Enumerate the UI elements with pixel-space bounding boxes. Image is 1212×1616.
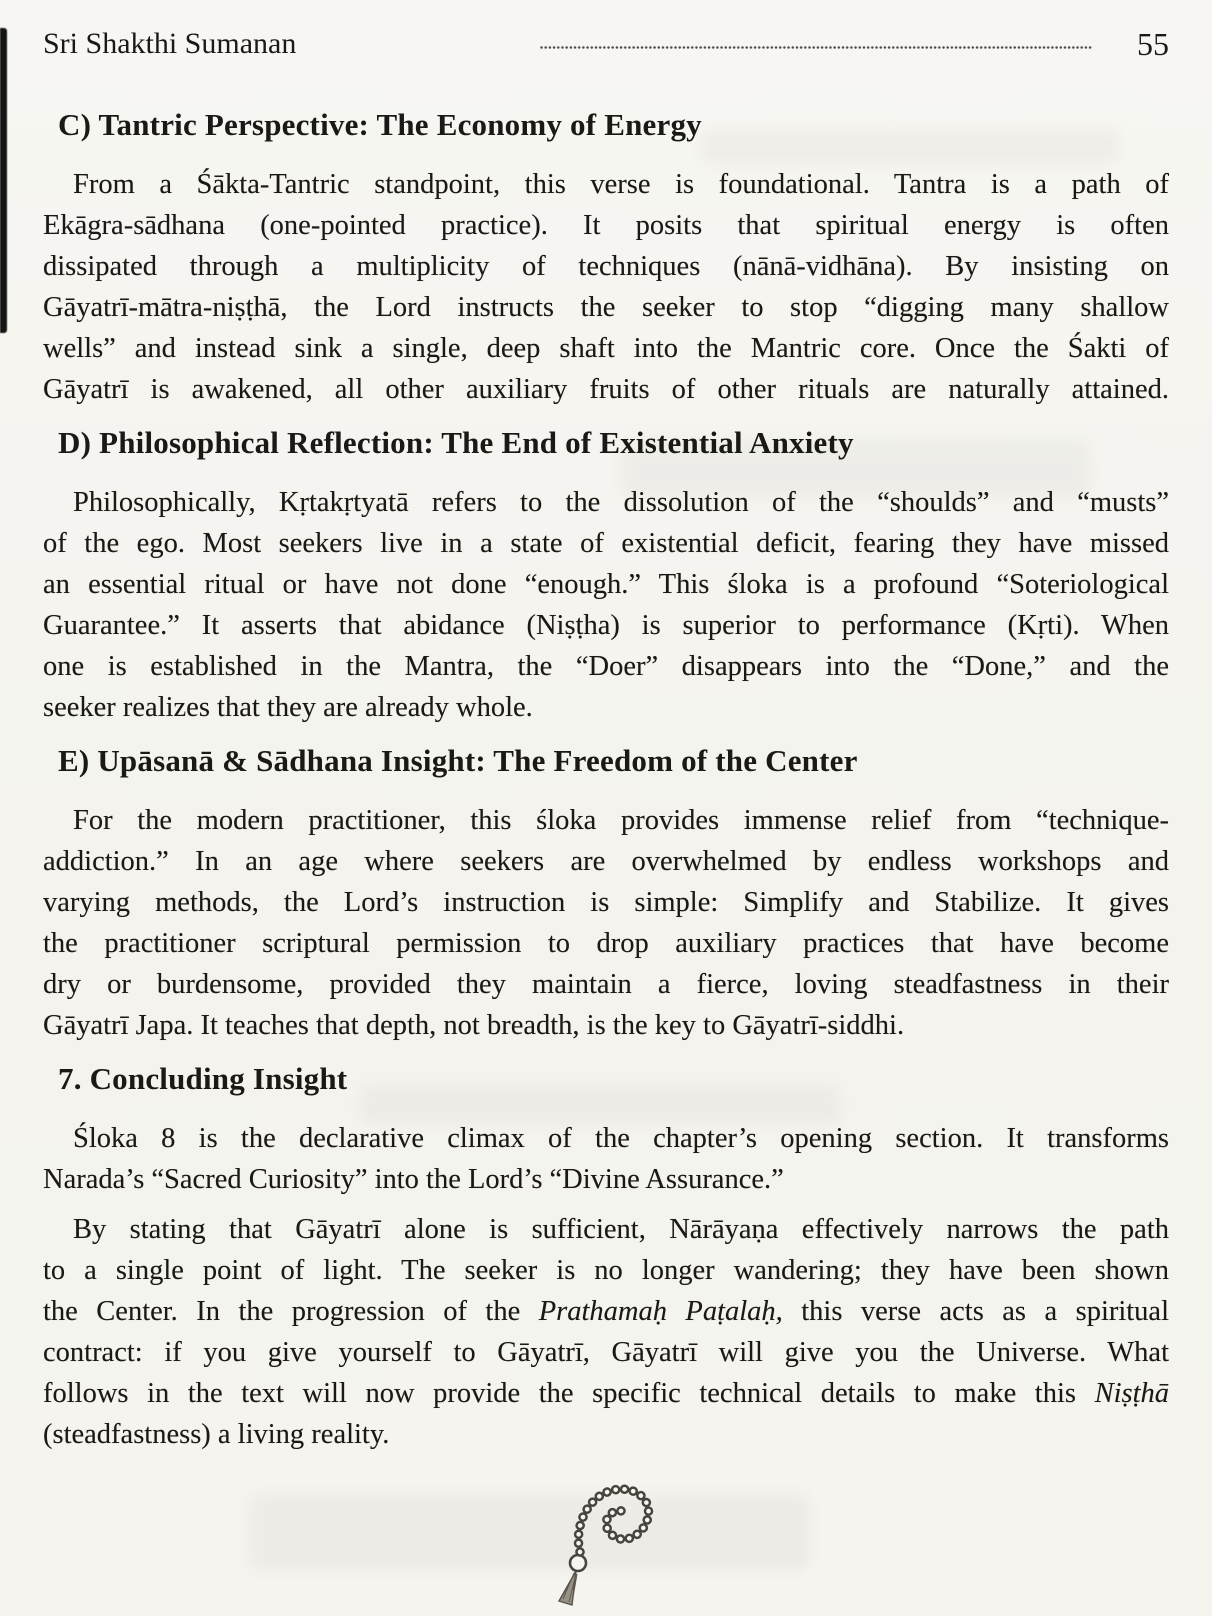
body-text: Gāyatrī Japa. It teaches that depth, not breadth, is the key to Gāyatrī-siddhi. [43,1010,905,1041]
content-sections [43,106,1169,1455]
body-text: By stating that Gāyatrī alone is sufficient, Nārāyaṇa effectively narrows the path [73,1214,1169,1245]
body-text: one is established in the Mantra, the “Doer” disappears into the “Done,” and the [43,651,1169,682]
section-heading: E) Upāsanā & Sādhana Insight: The Freedom of the Center [58,743,858,778]
body-text: Narada’s “Sacred Curiosity” into the Lord’s “Divine Assurance.” [43,1164,784,1195]
italic-text: Niṣṭhā [1094,1378,1169,1409]
body-text: Gāyatrī is awakened, all other auxiliary fruits of other rituals are naturally attained. [43,374,1169,405]
text-line [43,964,1169,1005]
mala-beads-icon [528,1478,668,1608]
body-text: For the modern practitioner, this śloka provides immense relief from “technique- [73,805,1169,836]
body-text: wells” and instead sink a single, deep shaft into the Mantric core. Once the Śakti of [43,333,1169,364]
section-heading: D) Philosophical Reflection: The End of Existential Anxiety [58,425,854,460]
text-line [43,1209,1169,1250]
page-header [43,26,1169,62]
text-line [43,523,1169,564]
text-line [43,1373,1169,1414]
mala-guru-bead [570,1555,586,1571]
running-header-title: Sri Shakthi Sumanan [43,27,297,60]
mala-beads-outline [578,1489,648,1552]
body-text: the Center. In the progression of the [43,1296,539,1327]
text-line [43,1250,1169,1291]
body-text: dissipated through a multiplicity of techniques (nānā-vidhāna). By insisting on [43,251,1169,282]
body-text: addiction.” In an age where seekers are overwhelmed by endless workshops and [43,846,1169,877]
body-text: this verse acts as a spiritual [782,1296,1169,1327]
paragraph [43,800,1169,1046]
body-text: Gāyatrī-mātra-niṣṭhā, the Lord instructs the seeker to stop “digging many shallow [43,292,1169,323]
page-number: 55 [1137,26,1169,62]
text-line [43,205,1169,246]
text-line [43,800,1169,841]
text-line [43,1005,1169,1046]
header-dotted-rule [540,46,1093,49]
body-text: Philosophically, Kṛtakṛtyatā refers to the dissolution of the “shoulds” and “musts” [73,487,1169,518]
body-text: to a single point of light. The seeker is no longer wandering; they have been shown [43,1255,1169,1286]
text-line [43,1159,1169,1200]
scan-edge-artifact [0,28,7,333]
text-line [43,687,1169,728]
text-line [43,1332,1169,1373]
text-line [43,246,1169,287]
text-line [43,646,1169,687]
section-heading: C) Tantric Perspective: The Economy of Energy [58,107,702,142]
text-line [43,482,1169,523]
page-content [43,26,1169,1464]
body-text: Śloka 8 is the declarative climax of the chapter’s opening section. It transforms [73,1123,1169,1154]
text-line [43,605,1169,646]
section-heading: 7. Concluding Insight [58,1061,348,1096]
text-line [43,841,1169,882]
paragraph [43,164,1169,410]
body-text: follows in the text will now provide the specific technical details to make this [43,1378,1095,1409]
body-text: From a Śākta-Tantric standpoint, this verse is foundational. Tantra is a path of [73,169,1169,200]
paragraph [43,1209,1169,1455]
text-line [43,923,1169,964]
text-line [43,164,1169,205]
text-line [43,564,1169,605]
body-text: an essential ritual or have not done “enough.” This śloka is a profound “Soteriological [43,569,1169,600]
paragraph [43,1118,1169,1200]
body-text: the practitioner scriptural permission to drop auxiliary practices that have become [43,928,1169,959]
paragraph [43,482,1169,728]
italic-text: Prathamaḥ Paṭalaḥ, [538,1296,783,1327]
body-text: varying methods, the Lord’s instruction is simple: Simplify and Stabilize. It gives [43,887,1169,918]
text-line [43,882,1169,923]
body-text: Ekāgra-sādhana (one-pointed practice). It posits that spiritual energy is often [43,210,1169,241]
body-text: of the ego. Most seekers live in a state of existential deficit, fearing they have missed [43,528,1169,559]
body-text: contract: if you give yourself to Gāyatrī, Gāyatrī will give you the Universe. What [43,1337,1169,1368]
text-line [43,1118,1169,1159]
text-line [43,369,1169,410]
body-text: dry or burdensome, provided they maintain a fierce, loving steadfastness in their [43,969,1169,1000]
text-line [43,1414,1169,1455]
text-line [43,287,1169,328]
text-line [43,1291,1169,1332]
text-line [43,328,1169,369]
body-text: seeker realizes that they are already whole. [43,692,533,723]
body-text: Guarantee.” It asserts that abidance (Niṣṭha) is superior to performance (Kṛti). When [43,610,1169,641]
body-text: (steadfastness) a living reality. [43,1419,390,1450]
